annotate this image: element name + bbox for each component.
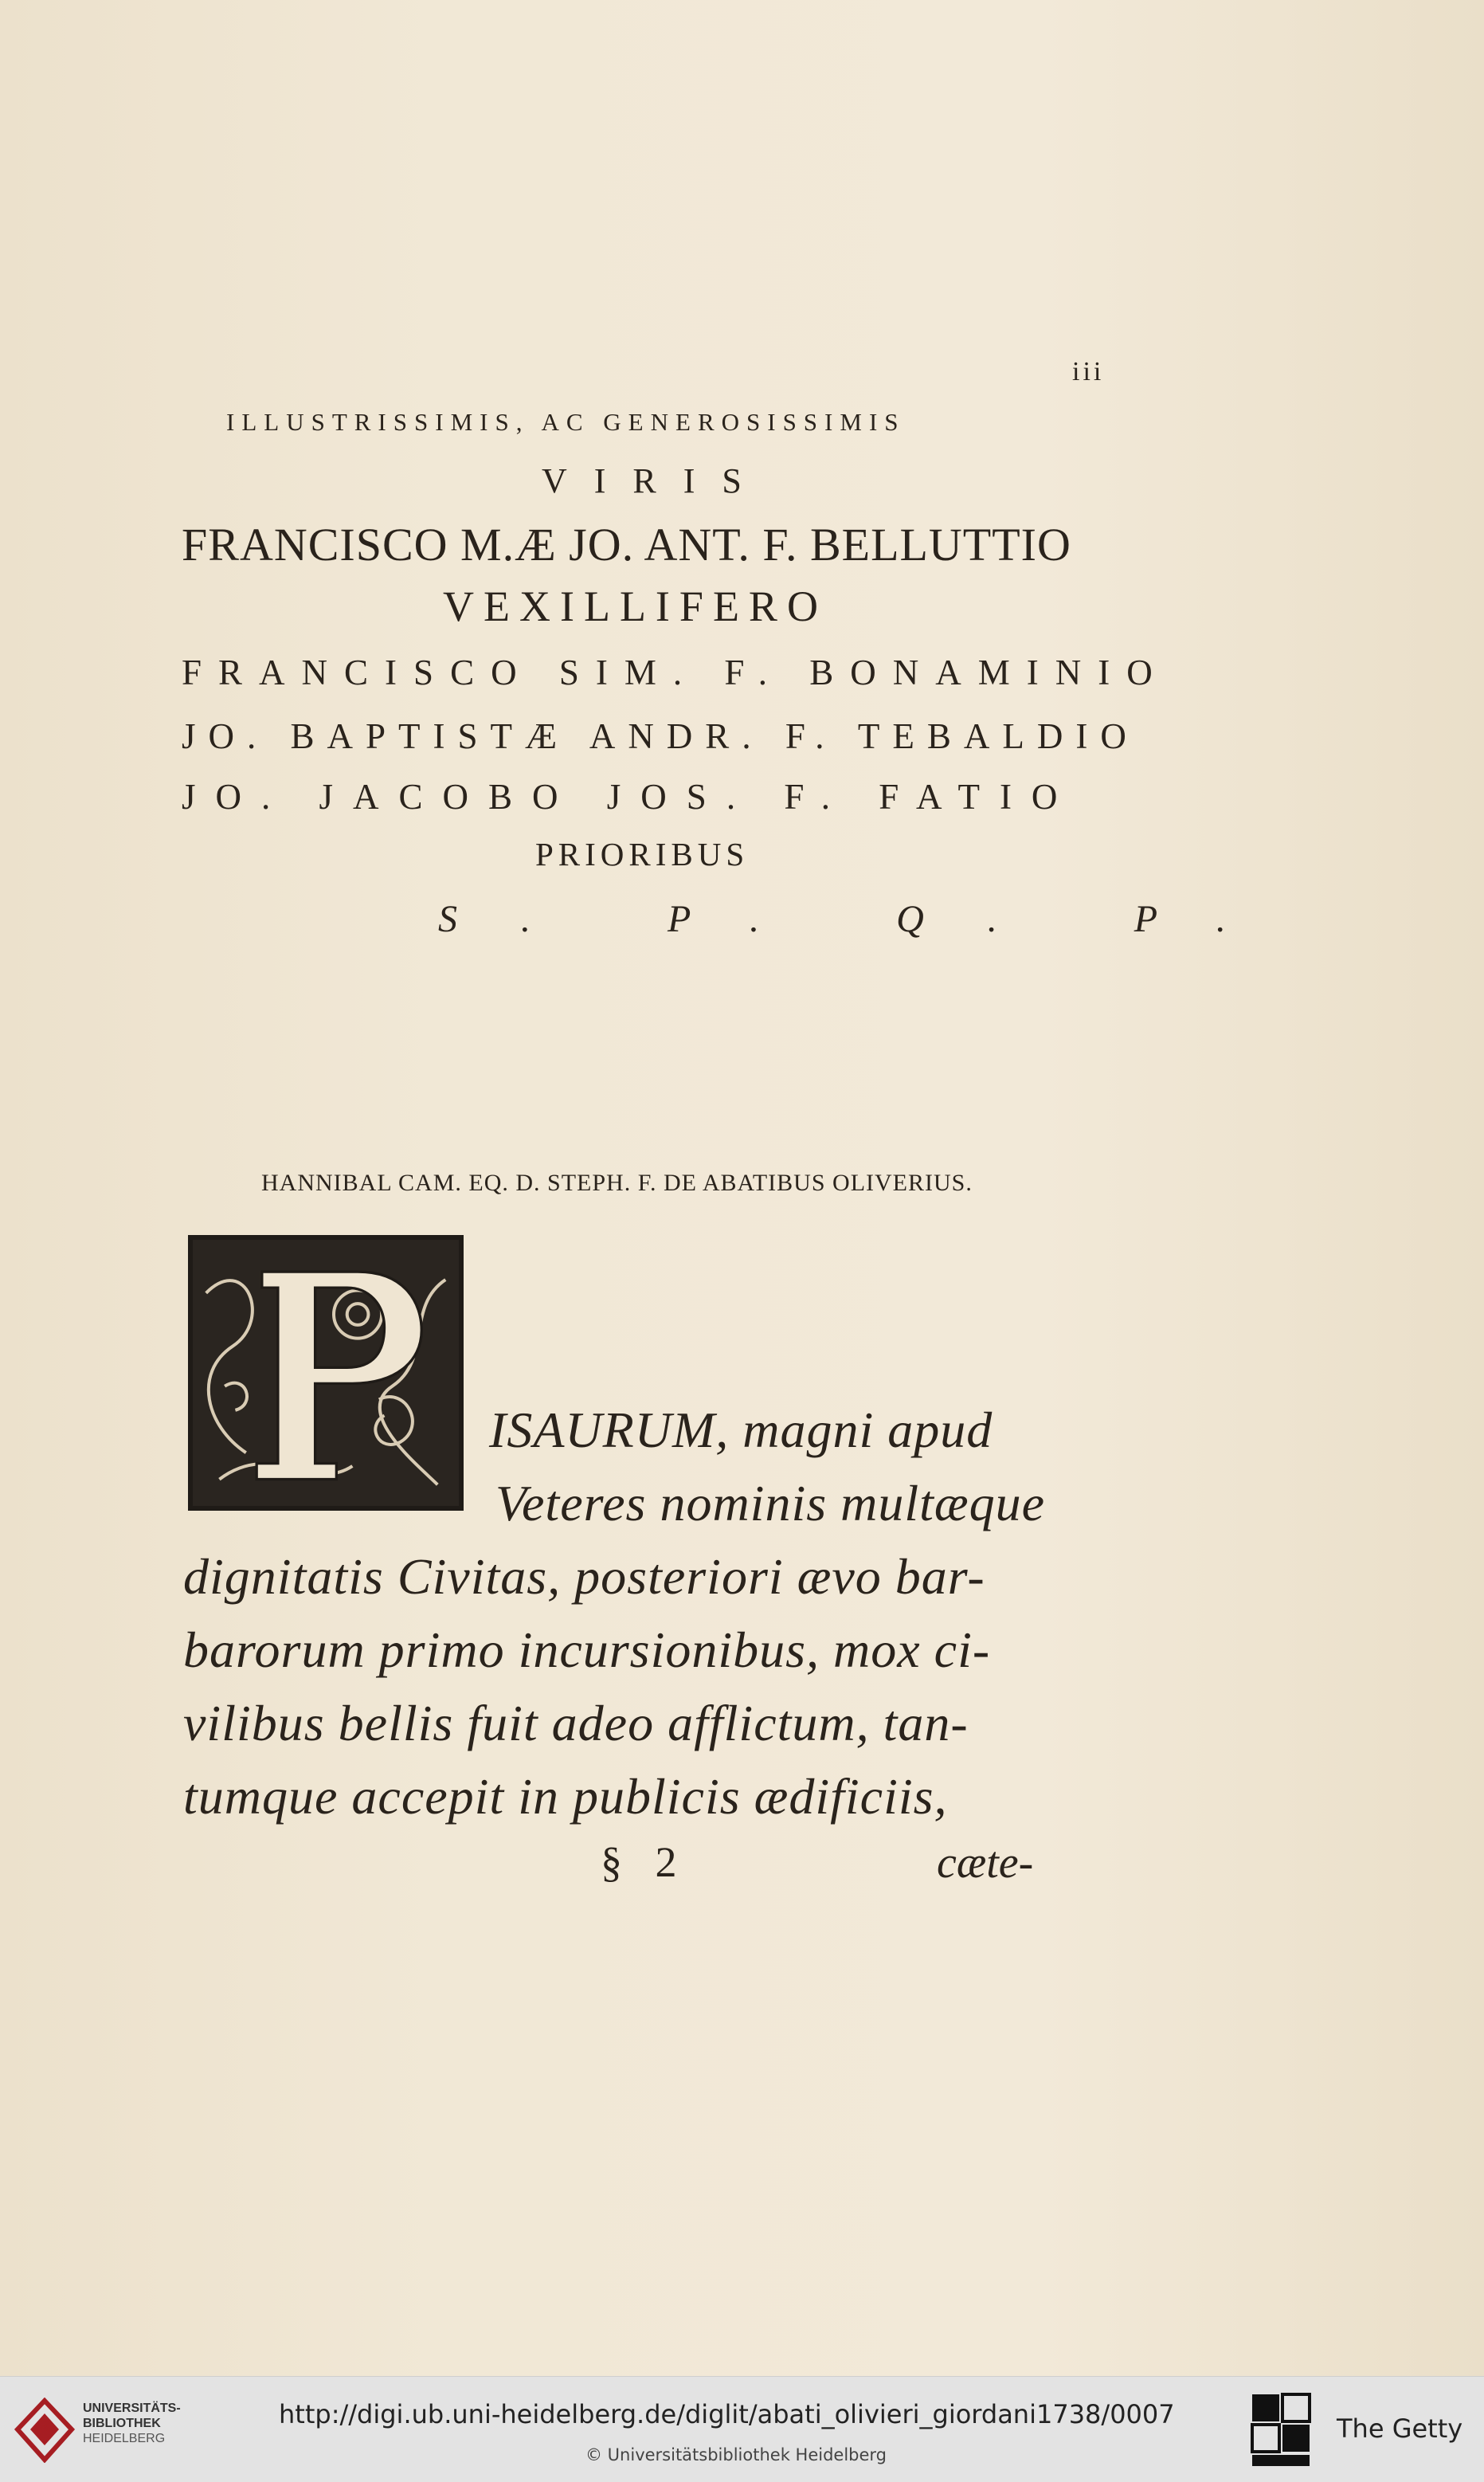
decorated-initial <box>188 1235 464 1511</box>
dedication-line-3: FRANCISCO M.Æ JO. ANT. F. BELLUTTIO <box>182 519 1071 571</box>
dedication-line-4: VEXILLIFERO <box>443 582 828 630</box>
dedication-line-8: PRIORIBUS <box>535 836 750 872</box>
dedication-line-6: JO. BAPTISTÆ ANDR. F. TEBALDIO <box>182 716 1139 756</box>
copyright-notice: © Universitätsbibliothek Heidelberg <box>585 2445 887 2464</box>
getty-logo <box>1251 2393 1313 2469</box>
body-line-2: Veteres nominis multæque <box>495 1475 1045 1531</box>
dedication-line-1: ILLUSTRISSIMIS, AC GENEROSISSIMIS <box>226 408 906 436</box>
page-number: iii <box>1072 357 1105 386</box>
catchword: cæte- <box>937 1838 1034 1888</box>
library-name-line-2: BIBLIOTHEK <box>83 2417 161 2430</box>
body-line-4: barorum primo incursionibus, mox ci- <box>183 1621 991 1678</box>
dedication-line-7: JO. JACOBO JOS. F. FATIO <box>182 777 1078 817</box>
library-name-line-1: UNIVERSITÄTS- <box>83 2402 181 2415</box>
body-line-6: tumque accepit in publicis ædificiis, <box>183 1768 948 1825</box>
library-name <box>83 2401 181 2446</box>
university-library-logo <box>14 2398 75 2463</box>
viewer-footer <box>0 2376 1484 2482</box>
partner-name: The Getty <box>1337 2413 1463 2444</box>
author-line: HANNIBAL CAM. EQ. D. STEPH. F. DE ABATIBUS OLIVERIUS. <box>261 1170 973 1196</box>
decorated-initial-art <box>193 1240 459 1506</box>
body-line-3: dignitatis Civitas, posteriori ævo bar- <box>183 1548 985 1605</box>
dedication-line-5: FRANCISCO SIM. F. BONAMINIO <box>182 653 1169 692</box>
dedication-line-2: VIRIS <box>542 461 769 500</box>
permalink-url[interactable]: http://digi.ub.uni-heidelberg.de/diglit/abati_olivieri_giordani1738/0007 <box>279 2399 1175 2429</box>
signature-mark: § 2 <box>601 1838 688 1886</box>
body-line-5: vilibus bellis fuit adeo afflictum, tan- <box>183 1695 969 1751</box>
body-line-1: ISAURUM, magni apud <box>489 1402 993 1458</box>
dedication-line-9: S. P. Q. P. <box>438 898 1290 940</box>
library-name-line-3: HEIDELBERG <box>83 2432 166 2445</box>
